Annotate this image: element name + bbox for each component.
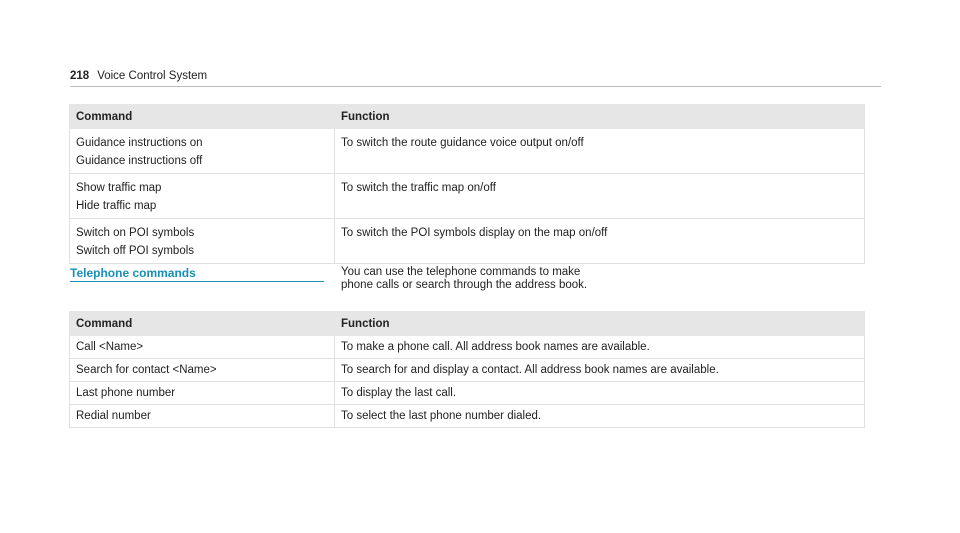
section-intro: [341, 266, 641, 292]
table-row: [70, 405, 865, 428]
command-text: Switch off POI symbols: [76, 245, 195, 257]
page-header: [70, 70, 207, 82]
table-row: [70, 129, 865, 174]
function-text: To switch the traffic map on/off: [341, 182, 496, 194]
column-header-function: Function: [335, 105, 865, 129]
intro-line: phone calls or search through the address book.: [341, 279, 588, 291]
column-header-command: Command: [70, 312, 335, 336]
command-cell: Last phone number: [70, 382, 335, 405]
table-header-row: [70, 312, 865, 336]
function-cell: To display the last call.: [335, 382, 865, 405]
function-text: To switch the POI symbols display on the map on/off: [341, 227, 608, 239]
command-cell: Call <Name>: [70, 336, 335, 359]
table-row: [70, 336, 865, 359]
command-cell: [70, 129, 335, 174]
page-number: 218: [70, 70, 90, 82]
function-cell: [335, 219, 865, 264]
command-cell: Redial number: [70, 405, 335, 428]
table-header-row: [70, 105, 865, 129]
navigation-commands-table: [69, 104, 865, 264]
column-header-function: Function: [335, 312, 865, 336]
command-cell: [70, 174, 335, 219]
table-row: [70, 359, 865, 382]
header-title: Voice Control System: [97, 70, 208, 82]
intro-line: You can use the telephone commands to make: [341, 266, 581, 278]
command-text: Switch on POI symbols: [76, 227, 195, 239]
table-row: [70, 174, 865, 219]
column-header-command: Command: [70, 105, 335, 129]
function-text: To switch the route guidance voice output on/off: [341, 137, 584, 149]
function-cell: To make a phone call. All address book names are available.: [335, 336, 865, 359]
function-cell: To select the last phone number dialed.: [335, 405, 865, 428]
command-text: Guidance instructions on: [76, 137, 203, 149]
table-row: [70, 382, 865, 405]
command-text: Guidance instructions off: [76, 155, 203, 167]
function-cell: To search for and display a contact. All address book names are available.: [335, 359, 865, 382]
command-cell: [70, 219, 335, 264]
table-row: [70, 219, 865, 264]
command-text: Show traffic map: [76, 182, 162, 194]
telephone-commands-table: [69, 311, 865, 428]
command-cell: Search for contact <Name>: [70, 359, 335, 382]
function-cell: [335, 129, 865, 174]
function-cell: [335, 174, 865, 219]
section-title: Telephone commands: [70, 266, 196, 280]
header-divider: [70, 86, 881, 87]
command-text: Hide traffic map: [76, 200, 157, 212]
section-title-underline: [70, 281, 324, 282]
